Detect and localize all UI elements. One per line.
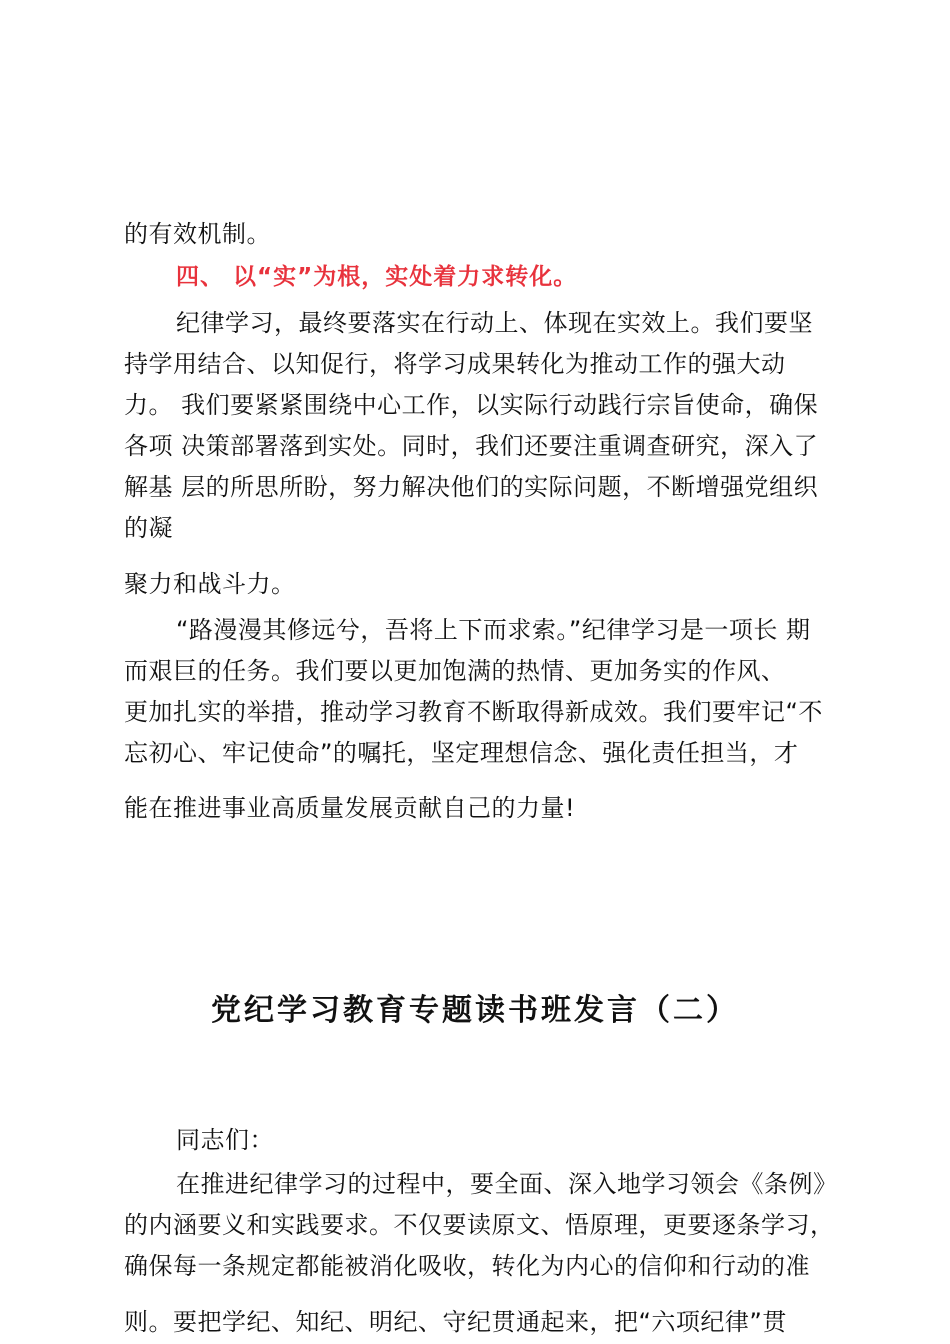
- speech-title: 党纪学习教育专题读书班发言（二）: [211, 993, 739, 1028]
- paragraph-line: 纪律学习，最终要落实在行动上、体现在实效上。我们要坚: [176, 309, 813, 337]
- paragraph-line: 能在推进事业高质量发展贡献自己的力量!: [124, 794, 576, 822]
- paragraph-line: 则。要把学纪、知纪、明纪、守纪贯通起来，把“六项纪律”贯: [124, 1308, 787, 1336]
- paragraph-line: “路漫漫其修远兮，吾将上下而求索。”纪律学习是一项长 期: [176, 616, 811, 644]
- paragraph-line: 更加扎实的举措，推动学习教育不断取得新成效。我们要牢记“不: [124, 698, 823, 726]
- paragraph-line: 而艰巨的任务。我们要以更加饱满的热情、更加务实的作风、: [124, 657, 786, 685]
- carry-over-line: 的有效机制。: [124, 220, 271, 248]
- paragraph-line: 各项 决策部署落到实处。同时，我们还要注重调查研究，深入了: [124, 432, 819, 460]
- paragraph-line: 聚力和战斗力。: [124, 570, 296, 598]
- paragraph-line: 忘初心、牢记使命”的嘱托，坚定理想信念、强化责任担当，才: [124, 739, 799, 767]
- paragraph-line: 的凝: [124, 514, 173, 542]
- salutation: 同志们：: [176, 1126, 274, 1154]
- paragraph-line: 的内涵要义和实践要求。不仅要读原文、悟原理，更要逐条学习，: [124, 1211, 835, 1239]
- section-heading-four: 四、 以“实”为根，实处着力求转化。: [176, 264, 578, 290]
- paragraph-line: 在推进纪律学习的过程中，要全面、深入地学习领会《条例》: [176, 1170, 838, 1198]
- paragraph-line: 力。 我们要紧紧围绕中心工作，以实际行动践行宗旨使命，确保: [124, 391, 819, 419]
- paragraph-line: 持学用结合、以知促行，将学习成果转化为推动工作的强大动: [124, 350, 786, 378]
- paragraph-line: 确保每一条规定都能被消化吸收，转化为内心的信仰和行动的准: [124, 1252, 810, 1280]
- paragraph-line: 解基 层的所思所盼，努力解决他们的实际问题，不断增强党组织: [124, 473, 819, 501]
